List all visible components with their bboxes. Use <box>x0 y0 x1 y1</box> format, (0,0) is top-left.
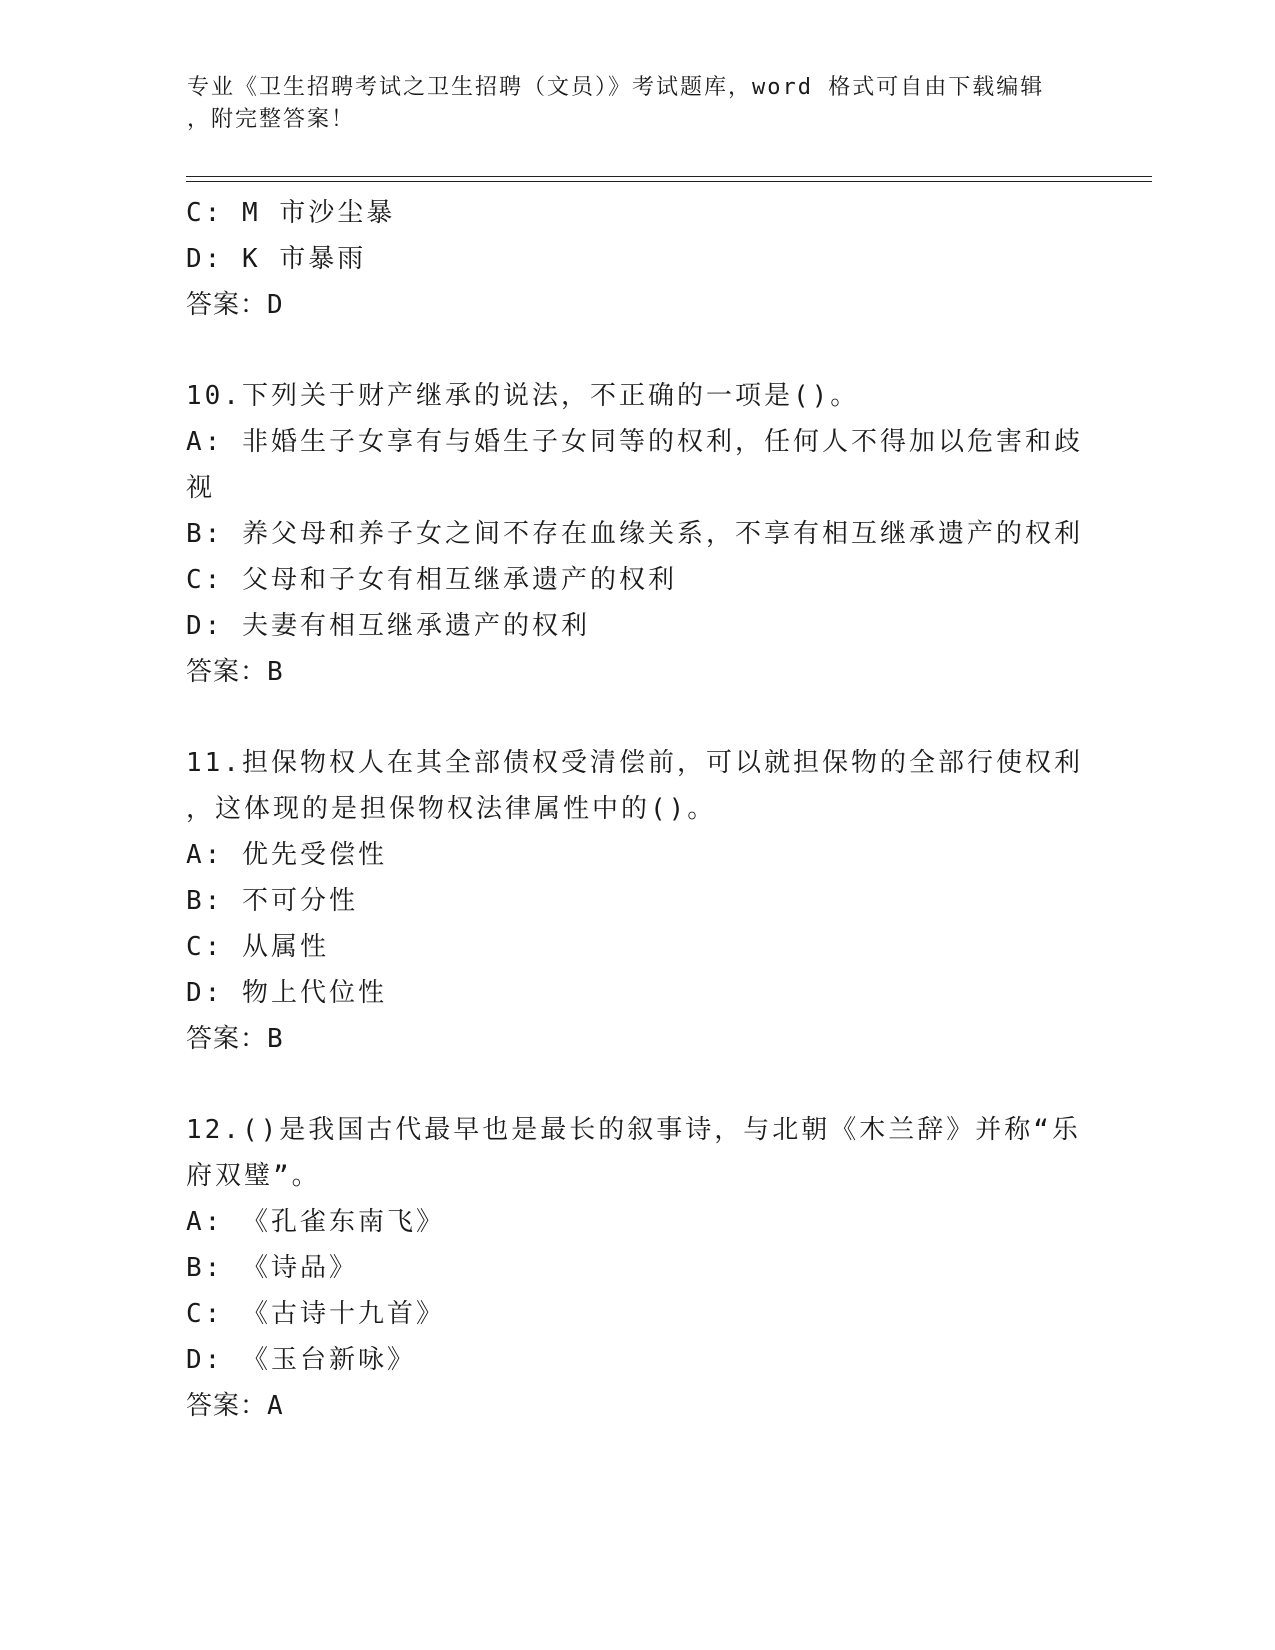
option-d: D: 《玉台新咏》 <box>186 1345 416 1375</box>
spacer <box>186 328 1086 373</box>
question-12 <box>186 1107 1086 1429</box>
question-stem: 10.下列关于财产继承的说法，不正确的一项是()。 <box>186 381 860 411</box>
option-a: A: 非婚生子女享有与婚生子女同等的权利，任何人不得加以危害和歧 <box>186 427 1083 457</box>
option-c: C: 从属性 <box>186 932 329 962</box>
answer-label: 答案： <box>186 1391 268 1421</box>
spacer <box>186 695 1086 740</box>
answer-line <box>186 282 1086 328</box>
option-d: D: K 市暴雨 <box>186 244 367 274</box>
option-c: C: 《古诗十九首》 <box>186 1299 445 1329</box>
question-stem-continued: 府双璧”。 <box>186 1161 321 1191</box>
question-stem-continued: ，这体现的是担保物权法律属性中的()。 <box>186 794 717 824</box>
option-c: C: 父母和子女有相互继承遗产的权利 <box>186 565 677 595</box>
question-9-fragment <box>186 190 1086 328</box>
option-a: A: 《孔雀东南飞》 <box>186 1207 445 1237</box>
answer-value: B <box>267 1024 284 1054</box>
header-divider-bottom <box>186 181 1152 182</box>
answer-label: 答案： <box>186 1024 268 1054</box>
answer-label: 答案： <box>186 290 268 320</box>
answer-value: A <box>267 1391 284 1421</box>
header-divider-top <box>186 176 1152 177</box>
option-d: D: 夫妻有相互继承遗产的权利 <box>186 611 590 641</box>
answer-value: B <box>267 657 284 687</box>
question-stem: 11.担保物权人在其全部债权受清偿前，可以就担保物的全部行使权利 <box>186 748 1083 778</box>
answer-line <box>186 649 1086 695</box>
option-b: B: 《诗品》 <box>186 1253 358 1283</box>
answer-label: 答案： <box>186 657 268 687</box>
option-d: D: 物上代位性 <box>186 978 387 1008</box>
header-line-2: ，附完整答案！ <box>187 107 356 132</box>
question-11 <box>186 740 1086 1062</box>
spacer <box>186 1062 1086 1107</box>
option-a-continued: 视 <box>186 473 216 503</box>
answer-line <box>186 1383 1086 1429</box>
option-b: B: 不可分性 <box>186 886 358 916</box>
document-header <box>187 72 1067 136</box>
question-10 <box>186 373 1086 695</box>
answer-line <box>186 1016 1086 1062</box>
question-stem: 12.()是我国古代最早也是最长的叙事诗，与北朝《木兰辞》并称“乐 <box>186 1115 1081 1145</box>
option-b: B: 养父母和养子女之间不存在血缘关系，不享有相互继承遗产的权利 <box>186 519 1083 549</box>
header-line-1: 专业《卫生招聘考试之卫生招聘（文员）》考试题库，word 格式可自由下载编辑 <box>187 75 1045 100</box>
answer-value: D <box>267 290 284 320</box>
option-c: C: M 市沙尘暴 <box>186 198 396 228</box>
option-a: A: 优先受偿性 <box>186 840 387 870</box>
question-list <box>186 190 1086 1429</box>
